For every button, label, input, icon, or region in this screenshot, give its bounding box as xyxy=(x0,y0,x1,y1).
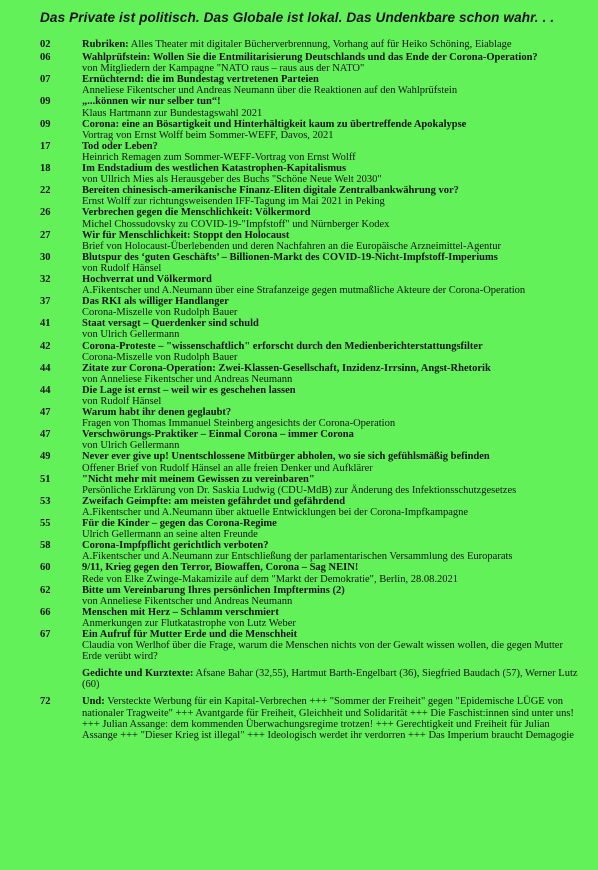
entry-body xyxy=(82,74,580,96)
toc-entry xyxy=(40,96,580,118)
toc-entry xyxy=(40,252,580,274)
toc-entry xyxy=(40,607,580,629)
entry-body xyxy=(82,296,580,318)
entry-body xyxy=(82,119,580,141)
entry-title: Im Endstadium des westlichen Katastrophen-Kapitalismus xyxy=(82,163,347,175)
page-number: 66 xyxy=(40,606,51,618)
entry-subtitle: Alles Theater mit digitaler Bücherverbrennung, Vorhang auf für Heiko Schöning, Eiablage xyxy=(130,39,512,50)
entry-title: Never ever give up! Unentschlossene Mitbürger abholen, wo sie sich gefühlsmäßig befinden xyxy=(82,451,490,463)
page-number: 44 xyxy=(40,362,51,374)
entry-title: Verschwörungs-Praktiker – Einmal Corona – immer Corona xyxy=(82,429,354,441)
entry-subtitle: von Rudolf Hänsel xyxy=(82,262,162,274)
entry-body xyxy=(82,385,580,407)
entry-subtitle: von Mitgliedern der Kampagne "NATO raus – raus aus der NATO" xyxy=(82,63,365,75)
entry-title: Bereiten chinesisch-amerikanische Finanz-Eliten digitale Zentralbankwährung vor? xyxy=(82,185,459,197)
entry-body xyxy=(82,274,580,296)
page-number: 02 xyxy=(40,39,51,50)
entry-title: Corona: eine an Bösartigkeit und Hinterhältigkeit kaum zu übertreffende Apokalypse xyxy=(82,118,467,130)
toc-entry xyxy=(40,474,580,496)
entry-body xyxy=(82,52,580,74)
entry-subtitle: Persönliche Erklärung von Dr. Saskia Ludwig (CDU-MdB) zur Änderung des Infektionsschutzgesetzes xyxy=(82,484,517,496)
entry-title: Wir für Menschlichkeit: Stoppt den Holocaust xyxy=(82,229,290,241)
poems-label: Gedichte und Kurztexte: xyxy=(82,668,194,680)
page-number: 37 xyxy=(40,296,51,308)
page-number: 44 xyxy=(40,384,51,396)
page-number: 17 xyxy=(40,140,51,152)
entry-body xyxy=(82,518,580,540)
entry-title: Tod oder Leben? xyxy=(82,140,158,152)
entry-subtitle: Fragen von Thomas Immanuel Steinberg angesichts der Corona-Operation xyxy=(82,418,396,430)
toc-entry xyxy=(40,629,580,662)
page-number: 62 xyxy=(40,584,51,596)
entry-subtitle: Rede von Elke Zwinge-Makamizile auf dem "Markt der Demokratie", Berlin, 28.08.2021 xyxy=(82,573,458,585)
entry-subtitle: von Rudolf Hänsel xyxy=(82,396,162,407)
poems-text: Afsane Bahar (32,55), Hartmut Barth-Engelbart (36), Siegfried Baudach (57), Werner Lutz (60) xyxy=(82,668,578,691)
page-number: 18 xyxy=(40,163,51,175)
page-number: 41 xyxy=(40,318,51,330)
entry-body xyxy=(82,607,580,629)
entry-subtitle: Ernst Wolff zur richtungsweisenden IFF-Tagung im Mai 2021 in Peking xyxy=(82,196,385,208)
toc-list xyxy=(40,39,580,741)
entry-subtitle: Corona-Miszelle von Rudolph Bauer xyxy=(82,351,238,363)
entry-body xyxy=(82,407,580,429)
entry-body xyxy=(82,318,580,340)
toc-entry xyxy=(40,39,580,50)
entry-body xyxy=(82,252,580,274)
entry-body xyxy=(82,496,580,518)
entry-title: "Nicht mehr mit meinem Gewissen zu vereinbaren" xyxy=(82,473,315,485)
entry-subtitle: A.Fikentscher und A.Neumann über eine Strafanzeige gegen mutmaßliche Akteure der Corona-Operation xyxy=(82,285,526,297)
page-number: 30 xyxy=(40,251,51,263)
entry-subtitle: von Anneliese Fikentscher und Andreas Neumann xyxy=(82,373,293,385)
entry-title: Zweifach Geimpfte: am meisten gefährdet und gefährdend xyxy=(82,495,346,507)
entry-body xyxy=(82,185,580,207)
entry-body xyxy=(82,474,580,496)
final-label: Und: xyxy=(82,696,105,708)
page-number: 26 xyxy=(40,207,51,219)
toc-entry xyxy=(40,451,580,473)
entry-title: Hochverrat und Völkermord xyxy=(82,273,212,285)
entry-title: „...können wir nur selber tun“! xyxy=(82,96,221,108)
toc-entry xyxy=(40,562,580,584)
toc-entry xyxy=(40,119,580,141)
page-number: 27 xyxy=(40,229,51,241)
page-number: 67 xyxy=(40,628,51,640)
page-number: 22 xyxy=(40,185,51,197)
entry-title: Bitte um Vereinbarung Ihres persönlichen Impftermins (2) xyxy=(82,584,345,596)
toc-entry xyxy=(40,52,580,74)
toc-entry xyxy=(40,230,580,252)
entry-subtitle: Klaus Hartmann zur Bundestagswahl 2021 xyxy=(82,107,263,119)
page-number: 09 xyxy=(40,118,51,130)
toc-entry xyxy=(40,163,580,185)
page-number: 60 xyxy=(40,562,51,574)
entry-body xyxy=(82,39,580,50)
entry-body xyxy=(82,207,580,229)
toc-entry xyxy=(40,296,580,318)
page-number: 32 xyxy=(40,273,51,285)
entry-title: Staat versagt – Querdenker sind schuld xyxy=(82,318,259,330)
entry-title: Verbrechen gegen die Menschlichkeit: Völkermord xyxy=(82,207,311,219)
entry-subtitle: Heinrich Remagen zum Sommer-WEFF-Vortrag von Ernst Wolff xyxy=(82,151,356,163)
entry-title: Wahlprüfstein: Wollen Sie die Entmilitarisierung Deutschlands und das Ende der Corona-Operation? xyxy=(82,52,538,64)
page-number: 09 xyxy=(40,96,51,108)
final-text: Versteckte Werbung für ein Kapital-Verbrechen +++ "Sommer der Freiheit" gegen "Epidemische LÜGE von nationaler Tragweite" +++ Avantgarde für Freiheit, Gleichheit und Solidarität +++ Die Faschist:innen sind unter uns! +++ Julian Assange: dem kommenden Überwachungsregime trotzen! +++ Gerechtigkeit und Freiheit für Julian Assange +++ "Dieser Krieg ist illegal" +++ Ideologisch werdet ihr verdorren +++ Das Imperium braucht Demagogie xyxy=(82,696,574,741)
toc-entry xyxy=(40,585,580,607)
toc-entry xyxy=(40,363,580,385)
page-number: 06 xyxy=(40,52,51,64)
entry-body xyxy=(82,230,580,252)
toc-entry xyxy=(40,540,580,562)
entry-title: 9/11, Krieg gegen den Terror, Biowaffen, Corona – Sag NEIN! xyxy=(82,562,359,574)
final-entry xyxy=(40,696,580,740)
entry-subtitle: Brief von Holocaust-Überlebenden und deren Nachfahren an die Europäische Arzneimittel-Agentur xyxy=(82,240,501,252)
toc-entry xyxy=(40,407,580,429)
entry-subtitle: von Ullrich Mies als Herausgeber des Buchs "Schöne Neue Welt 2030" xyxy=(82,174,382,186)
toc-entry xyxy=(40,74,580,96)
entry-subtitle: von Ulrich Gellermann xyxy=(82,440,180,452)
entry-title: Blutspur des ‘guten Geschäfts’ – Billionen-Markt des COVID-19-Nicht-Impfstoff-Imperiums xyxy=(82,251,498,263)
entry-title: Warum habt ihr denen geglaubt? xyxy=(82,407,232,419)
toc-entry xyxy=(40,518,580,540)
entry-title: Rubriken: xyxy=(82,39,129,50)
page-number: 49 xyxy=(40,451,51,463)
entry-subtitle: Anmerkungen zur Flutkatastrophe von Lutz Weber xyxy=(82,617,296,629)
entry-body xyxy=(82,451,580,473)
entry-title: Zitate zur Corona-Operation: Zwei-Klassen-Gesellschaft, Inzidenz-Irrsinn, Angst-Rhetorik xyxy=(82,362,491,374)
entry-title: Für die Kinder – gegen das Corona-Regime xyxy=(82,518,277,530)
toc-entry xyxy=(40,141,580,163)
entry-subtitle: von Anneliese Fikentscher und Andreas Neumann xyxy=(82,595,293,607)
entry-title: Corona-Proteste – "wissenschaftlich" erforscht durch den Medienberichterstattungsfilter xyxy=(82,340,483,352)
entry-body xyxy=(82,585,580,607)
page-number: 55 xyxy=(40,518,51,530)
entry-title: Ein Aufruf für Mutter Erde und die Menschheit xyxy=(82,628,298,640)
toc-entry xyxy=(40,341,580,363)
entry-body xyxy=(82,96,580,118)
entry-title: Corona-Impfpflicht gerichtlich verboten? xyxy=(82,540,269,552)
entry-subtitle: Offener Brief von Rudolf Hänsel an alle freien Denker und Aufklärer xyxy=(82,462,373,474)
entry-line xyxy=(82,39,580,50)
page-number: 42 xyxy=(40,340,51,352)
entry-body xyxy=(82,668,580,690)
entry-body xyxy=(82,562,580,584)
entry-title: Die Lage ist ernst – weil wir es geschehen lassen xyxy=(82,384,296,396)
entry-body xyxy=(82,363,580,385)
entry-subtitle: A.Fikentscher und A.Neumann über aktuelle Entwicklungen bei der Corona-Impfkampagne xyxy=(82,506,469,518)
entry-body xyxy=(82,163,580,185)
toc-entry xyxy=(40,185,580,207)
entry-body xyxy=(82,696,580,740)
entry-subtitle: von Ulrich Gellermann xyxy=(82,329,180,341)
toc-entry xyxy=(40,385,580,407)
toc-entry xyxy=(40,274,580,296)
entry-title: Menschen mit Herz – Schlamm verschmiert xyxy=(82,606,279,618)
page-number: 58 xyxy=(40,540,51,552)
entry-subtitle: Claudia von Werlhof über die Frage, warum die Menschen nichts von der Gewalt wissen wollen, die gegen Mutter Erde verübt wird? xyxy=(82,640,563,663)
entry-body xyxy=(82,429,580,451)
toc-entry xyxy=(40,496,580,518)
entry-body xyxy=(82,540,580,562)
page-number: 53 xyxy=(40,495,51,507)
page-number: 07 xyxy=(40,74,51,86)
entry-body xyxy=(82,141,580,163)
entry-title: Das RKI als williger Handlanger xyxy=(82,296,229,308)
entry-subtitle: Michel Chossudovsky zu COVID-19-"Impfstoff" und Nürnberger Kodex xyxy=(82,218,390,230)
entry-subtitle: A.Fikentscher und A.Neumann zur Entschließung der parlamentarischen Versammlung des Europarats xyxy=(82,551,513,563)
entry-title: Ernüchternd: die im Bundestag vertretenen Parteien xyxy=(82,74,319,86)
page-number: 47 xyxy=(40,429,51,441)
page-headline: Das Private ist politisch. Das Globale ist lokal. Das Undenkbare schon wahr. . . xyxy=(40,10,555,25)
entry-subtitle: Ulrich Gellermann an seine alten Freunde xyxy=(82,529,258,541)
toc-entry xyxy=(40,429,580,451)
toc-entry xyxy=(40,318,580,340)
entry-subtitle: Corona-Miszelle von Rudolph Bauer xyxy=(82,307,238,319)
page-number: 47 xyxy=(40,407,51,419)
page-number: 72 xyxy=(40,696,51,708)
entry-body xyxy=(82,341,580,363)
entry-subtitle: Anneliese Fikentscher und Andreas Neumann über die Reaktionen auf den Wahlprüfstein xyxy=(82,85,458,97)
entry-body xyxy=(82,629,580,662)
entry-subtitle: Vortrag von Ernst Wolff beim Sommer-WEFF, Davos, 2021 xyxy=(82,129,334,141)
poems-entry xyxy=(40,668,580,690)
toc-entry xyxy=(40,207,580,229)
page-number: 51 xyxy=(40,473,51,485)
